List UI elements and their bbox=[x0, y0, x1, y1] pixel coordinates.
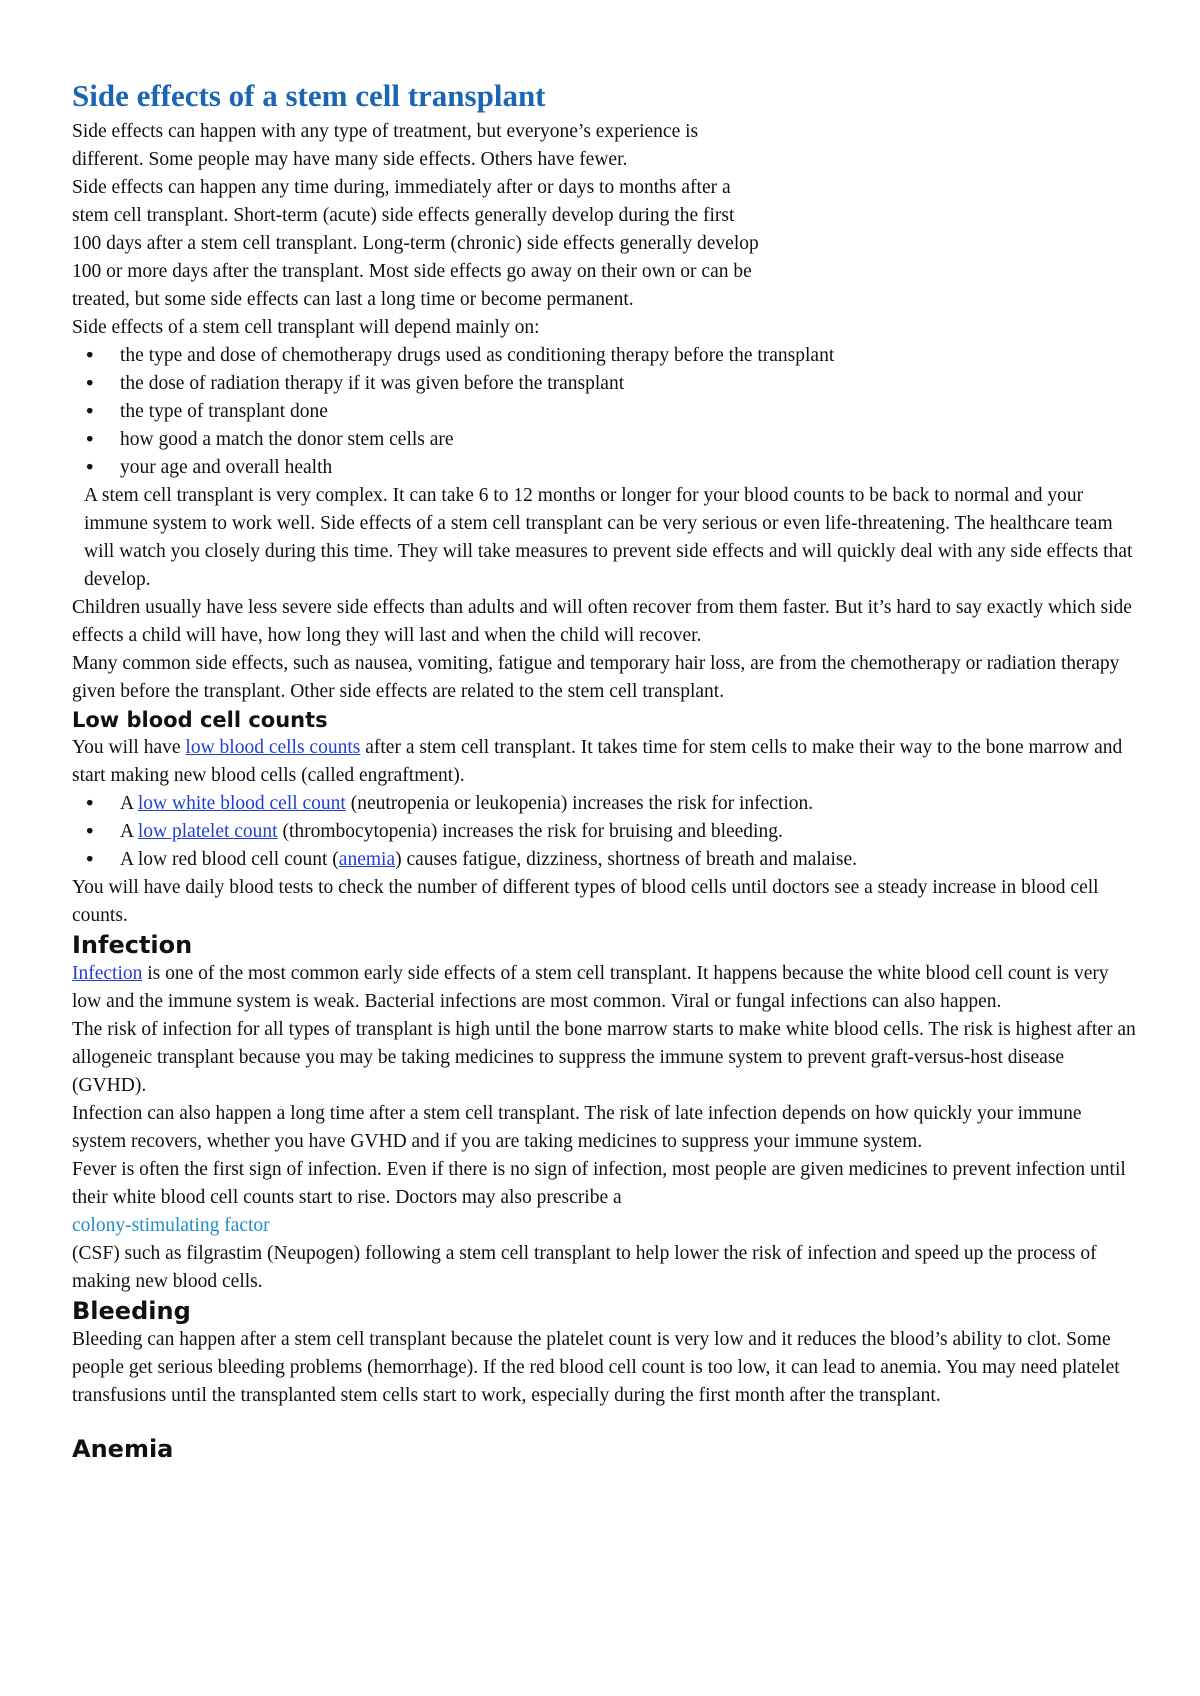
low-counts-paragraph-1 bbox=[72, 734, 1137, 790]
bleeding-paragraph-1: Bleeding can happen after a stem cell transplant because the platelet count is very low and it reduces the blood’s ability to clot. Some people get serious bleeding problems (hemorrhage). If the red blood cell count is too low, it can lead to anemia. You may need platelet transfusions until the transplanted stem cells start to work, especially during the first month after the transplant. bbox=[72, 1329, 1120, 1406]
document-body bbox=[72, 74, 1137, 1464]
infection-paragraph-4: Fever is often the first sign of infection. Even if there is no sign of infection, most people are given medicines to prevent infection until their white blood cell counts start to rise. Doctors may also prescribe a bbox=[72, 1159, 1126, 1208]
intro-p2-line-4: 100 or more days after the transplant. Most side effects go away on their own or can be bbox=[72, 261, 752, 282]
heading-anemia: Anemia bbox=[72, 1435, 174, 1463]
list-item: • the dose of radiation therapy if it was given before the transplant bbox=[72, 370, 1137, 398]
infection-paragraph-5: (CSF) such as filgrastim (Neupogen) following a stem cell transplant to help lower the risk of infection and speed up the process of making new blood cells. bbox=[72, 1243, 1097, 1292]
intro-p2-line-2: stem cell transplant. Short-term (acute) side effects generally develop during the first bbox=[72, 205, 735, 226]
page-title: Side effects of a stem cell transplant bbox=[72, 78, 546, 113]
item-text-after: (neutropenia or leukopenia) increases the risk for infection. bbox=[345, 793, 814, 814]
list-item: • the type of transplant done bbox=[72, 398, 1137, 426]
list-item bbox=[72, 846, 1137, 874]
low-counts-paragraph-2: You will have daily blood tests to check the number of different types of blood cells until doctors see a steady increase in blood cell counts. bbox=[72, 877, 1099, 926]
low-counts-text-after: after a stem cell transplant. It takes time for stem cells to make their way to the bone marrow and start making new blood cells (called engraftment). bbox=[72, 737, 1123, 786]
intro-paragraph-4: A stem cell transplant is very complex. It can take 6 to 12 months or longer for your blood counts to be back to normal and your immune system to work well. Side effects of a stem cell transplant can be very serious or even life-threatening. The healthcare team will watch you closely during this time. They will take measures to prevent side effects and will quickly deal with any side effects that develop. bbox=[84, 485, 1133, 590]
intro-paragraph-6: Many common side effects, such as nausea, vomiting, fatigue and temporary hair loss, are from the chemotherapy or radiation therapy given before the transplant. Other side effects are related to the stem cell transplant. bbox=[72, 653, 1120, 702]
item-text-after: (thrombocytopenia) increases the risk for bruising and bleeding. bbox=[277, 821, 783, 842]
infection-paragraph-1 bbox=[72, 960, 1137, 1016]
low-platelet-count-link[interactable]: low platelet count bbox=[137, 821, 278, 842]
low-white-blood-cell-count-link[interactable]: low white blood cell count bbox=[137, 793, 346, 814]
intro-paragraph-3: Side effects of a stem cell transplant will depend mainly on: bbox=[72, 317, 540, 338]
intro-p1-line-2: different. Some people may have many side effects. Others have fewer. bbox=[72, 149, 628, 170]
low-counts-text-before: You will have bbox=[72, 737, 186, 758]
list-item: • your age and overall health bbox=[72, 454, 1137, 482]
intro-p2-line-1: Side effects can happen any time during, immediately after or days to months after a bbox=[72, 177, 731, 198]
item-text-before: A bbox=[120, 821, 138, 842]
heading-bleeding: Bleeding bbox=[72, 1297, 191, 1325]
intro-paragraph-2 bbox=[72, 174, 932, 314]
list-item bbox=[72, 790, 1137, 818]
intro-p2-line-3: 100 days after a stem cell transplant. Long-term (chronic) side effects generally develop bbox=[72, 233, 759, 254]
infection-link[interactable]: Infection bbox=[72, 963, 143, 984]
factors-list bbox=[72, 342, 1137, 482]
list-item: • the type and dose of chemotherapy drugs used as conditioning therapy before the transplant bbox=[72, 342, 1137, 370]
list-item bbox=[72, 818, 1137, 846]
section-spacer bbox=[72, 1410, 1137, 1434]
low-blood-cell-counts-link[interactable]: low blood cells counts bbox=[185, 737, 361, 758]
list-item: • how good a match the donor stem cells are bbox=[72, 426, 1137, 454]
item-text-before: A low red blood cell count ( bbox=[120, 849, 339, 870]
intro-paragraph-1 bbox=[72, 118, 932, 174]
item-text-before: A bbox=[120, 793, 138, 814]
intro-p2-line-5: treated, but some side effects can last a long time or become permanent. bbox=[72, 289, 634, 310]
intro-p1-line-1: Side effects can happen with any type of treatment, but everyone’s experience is bbox=[72, 121, 699, 142]
heading-low-blood-cell-counts: Low blood cell counts bbox=[72, 708, 328, 732]
low-counts-list bbox=[72, 790, 1137, 874]
infection-paragraph-2: The risk of infection for all types of transplant is high until the bone marrow starts to make white blood cells. The risk is highest after an allogeneic transplant because you may be taking medicines to suppress the immune system to prevent graft-versus-host disease (GVHD). bbox=[72, 1019, 1136, 1096]
colony-stimulating-factor-link[interactable]: colony-stimulating factor bbox=[72, 1215, 270, 1236]
infection-paragraph-3: Infection can also happen a long time after a stem cell transplant. The risk of late infection depends on how quickly your immune system recovers, whether you have GVHD and if you are taking medicines to suppress your immune system. bbox=[72, 1103, 1082, 1152]
heading-infection: Infection bbox=[72, 931, 193, 959]
csf-link-paragraph bbox=[72, 1212, 1137, 1240]
item-text-after: ) causes fatigue, dizziness, shortness of breath and malaise. bbox=[395, 849, 857, 870]
infection-p1-text: is one of the most common early side effects of a stem cell transplant. It happens because the white blood cell count is very low and the immune system is weak. Bacterial infections are most common. Viral or fungal infections can also happen. bbox=[72, 963, 1109, 1012]
anemia-link[interactable]: anemia bbox=[338, 849, 396, 870]
intro-paragraph-5: Children usually have less severe side effects than adults and will often recover from them faster. But it’s hard to say exactly which side effects a child will have, how long they will last and when the child will recover. bbox=[72, 597, 1132, 646]
